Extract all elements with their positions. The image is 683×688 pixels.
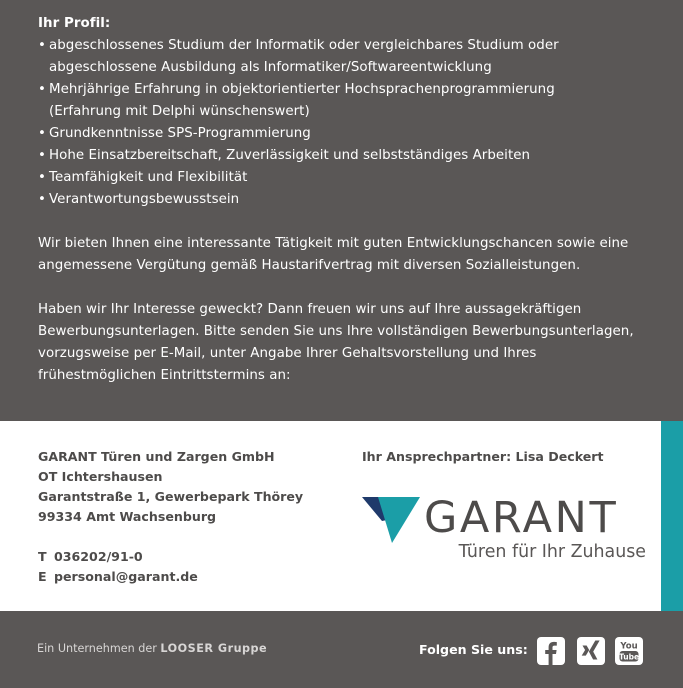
company-name: GARANT Türen und Zargen GmbH — [38, 449, 275, 464]
xing-icon[interactable] — [577, 637, 605, 665]
bullet: • — [38, 148, 46, 163]
requirement-item — [38, 189, 658, 211]
job-text-block — [38, 13, 658, 387]
requirement-line: abgeschlossenes Studium der Informatik oder vergleichbares Studium oder — [49, 38, 559, 53]
company-contact-section — [0, 421, 683, 611]
requirement-line: Verantwortungsbewusstsein — [49, 192, 240, 207]
bullet: • — [38, 38, 46, 53]
footer — [0, 611, 683, 688]
bullet: • — [38, 192, 46, 207]
logo-wordmark: GARANT — [424, 493, 619, 543]
phone-number[interactable]: 036202/91-0 — [54, 549, 143, 564]
apply-line: Bewerbungsunterlagen. Bitte senden Sie uns Ihre vollständigen Bewerbungsunterlagen, — [38, 324, 634, 339]
company-email — [38, 567, 303, 587]
company-street: Garantstraße 1, Gewerbepark Thörey — [38, 489, 304, 504]
requirement-line: Mehrjährige Erfahrung in objektorientierter Hochsprachenprogrammierung — [49, 82, 555, 97]
facebook-icon[interactable] — [537, 637, 565, 665]
contact-person: Ihr Ansprechpartner: Lisa Deckert — [362, 449, 604, 464]
requirement-line: Hohe Einsatzbereitschaft, Zuverlässigkeit und selbstständiges Arbeiten — [49, 148, 531, 163]
garant-logo-mark-icon — [362, 497, 422, 543]
requirement-line: abgeschlossene Ausbildung als Informatiker/Softwareentwicklung — [49, 60, 492, 75]
group-affiliation — [37, 641, 267, 657]
logo-tagline: Türen für Ihr Zuhause — [458, 542, 646, 562]
group-brand: LOOSER Gruppe — [160, 642, 268, 655]
offer-line: Wir bieten Ihnen eine interessante Tätigkeit mit guten Entwicklungschancen sowie eine — [38, 236, 629, 251]
apply-line: Haben wir Ihr Interesse geweckt? Dann freuen wir uns auf Ihre aussagekräftigen — [38, 302, 582, 317]
youtube-text-top: You — [620, 641, 638, 652]
offer-paragraph — [38, 233, 658, 277]
phone-label: T — [38, 549, 47, 564]
email-link[interactable]: personal@garant.de — [54, 569, 198, 584]
follow-label: Folgen Sie uns: — [419, 642, 528, 657]
email-label: E — [38, 569, 47, 584]
bullet: • — [38, 126, 46, 141]
youtube-icon[interactable] — [615, 637, 643, 665]
address-spacer — [38, 527, 303, 547]
company-address — [38, 447, 303, 587]
requirement-item — [38, 123, 658, 145]
garant-logo — [362, 493, 652, 567]
company-phone — [38, 547, 303, 567]
youtube-text-bottom: Tube — [618, 652, 640, 662]
offer-line: angemessene Vergütung gemäß Haustarifvertrag mit diversen Sozialleistungen. — [38, 258, 581, 273]
requirement-item — [38, 79, 658, 123]
apply-line: vorzugsweise per E-Mail, unter Angabe Ihrer Gehaltsvorstellung und Ihres — [38, 346, 537, 361]
bullet: • — [38, 170, 46, 185]
requirement-line: (Erfahrung mit Delphi wünschenswert) — [49, 104, 310, 119]
accent-bar — [661, 421, 683, 611]
group-prefix: Ein Unternehmen der — [37, 642, 157, 655]
profile-heading: Ihr Profil: — [38, 16, 111, 31]
company-district: OT Ichtershausen — [38, 469, 163, 484]
apply-paragraph — [38, 299, 658, 387]
requirement-line: Teamfähigkeit und Flexibilität — [49, 170, 248, 185]
requirement-item — [38, 167, 658, 189]
apply-line: frühestmöglichen Eintrittstermins an: — [38, 368, 291, 383]
company-city: 99334 Amt Wachsenburg — [38, 509, 217, 524]
requirement-line: Grundkenntnisse SPS-Programmierung — [49, 126, 311, 141]
requirement-item — [38, 35, 658, 79]
requirement-item — [38, 145, 658, 167]
bullet: • — [38, 82, 46, 97]
